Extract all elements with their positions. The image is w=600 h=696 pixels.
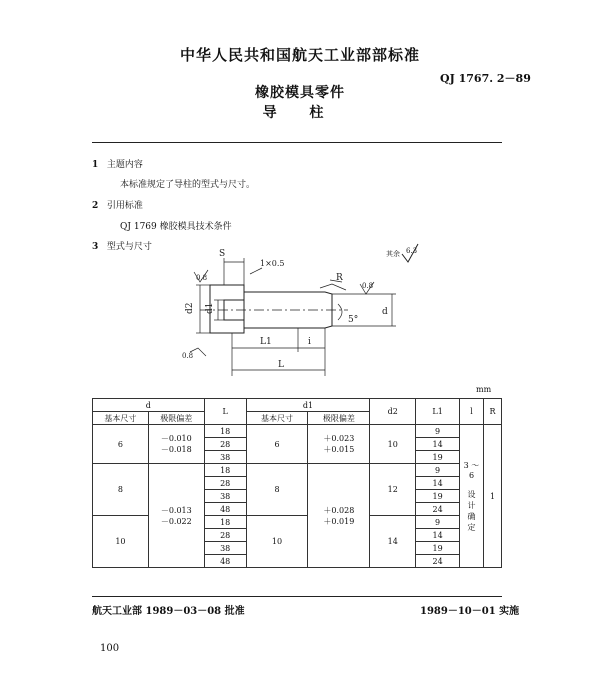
cell-L1: 24 bbox=[416, 503, 460, 516]
label-i: i bbox=[308, 337, 311, 347]
cell-d1dev-6: ＋0.023 ＋0.015 bbox=[308, 425, 370, 464]
cell-L: 18 bbox=[204, 516, 246, 529]
label-s: S bbox=[219, 249, 226, 259]
header-rule bbox=[92, 142, 502, 143]
label-angle: 5° bbox=[348, 315, 359, 325]
cell-d-6: 6 bbox=[93, 425, 149, 464]
cell-d1-8: 8 bbox=[246, 464, 308, 516]
header-R: R bbox=[483, 399, 501, 425]
standard-title: 中华人民共和国航天工业部部标准 bbox=[179, 46, 420, 64]
cell-L1: 19 bbox=[416, 451, 460, 464]
label-d: d bbox=[382, 307, 388, 317]
standard-code: QJ 1767. 2－89 bbox=[440, 72, 531, 85]
header-basic-d1: 基本尺寸 bbox=[246, 412, 308, 425]
cell-d1dev-8-10: ＋0.028 ＋0.019 bbox=[308, 464, 370, 568]
cell-L: 38 bbox=[204, 490, 246, 503]
cell-L: 48 bbox=[204, 555, 246, 568]
table-row bbox=[93, 425, 502, 438]
table-header-row bbox=[93, 399, 502, 412]
cell-L: 38 bbox=[204, 542, 246, 555]
roughness-rest-label: 其余 bbox=[386, 250, 400, 258]
pillar-head bbox=[210, 285, 244, 333]
roughness-c: 0.8 bbox=[182, 352, 194, 360]
page-number: 100 bbox=[100, 643, 120, 654]
section-2-heading: 2 引用标准 bbox=[92, 201, 143, 211]
unit-label: mm bbox=[476, 385, 492, 394]
cell-d2-6: 10 bbox=[370, 425, 416, 464]
document-title: 橡胶模具零件 bbox=[255, 85, 345, 101]
section-1-heading: 1 主题内容 bbox=[92, 160, 143, 170]
table-row bbox=[93, 464, 502, 477]
header-L1: L1 bbox=[416, 399, 460, 425]
section-2-body: QJ 1769 橡胶模具技术条件 bbox=[120, 222, 232, 232]
cell-L: 28 bbox=[204, 477, 246, 490]
header-L: L bbox=[204, 399, 246, 425]
header-dev-d: 极限偏差 bbox=[148, 412, 204, 425]
cell-dev-6: －0.010 －0.018 bbox=[148, 425, 204, 464]
cell-d1-6: 6 bbox=[246, 425, 308, 464]
cell-L1: 9 bbox=[416, 425, 460, 438]
cell-L: 18 bbox=[204, 425, 246, 438]
cell-l: 3 ～ 6 设 计 确 定 bbox=[460, 425, 484, 568]
cell-d2-10: 14 bbox=[370, 516, 416, 568]
label-d2: d2 bbox=[185, 302, 195, 314]
guide-pillar-drawing bbox=[170, 240, 470, 380]
cell-dev-8-10: －0.013 －0.022 bbox=[148, 464, 204, 568]
cell-d-10: 10 bbox=[93, 516, 149, 568]
roughness-b: 0.8 bbox=[362, 282, 374, 290]
cell-L1: 19 bbox=[416, 542, 460, 555]
label-L: L bbox=[278, 360, 284, 370]
header-d2: d2 bbox=[370, 399, 416, 425]
cell-L: 38 bbox=[204, 451, 246, 464]
cell-L: 28 bbox=[204, 438, 246, 451]
issuer-line: 航天工业部 1989－03－08 批准 bbox=[92, 606, 245, 617]
document-subtitle: 导 柱 bbox=[262, 105, 338, 121]
label-chamfer: 1×0.5 bbox=[260, 259, 285, 268]
cell-L1: 14 bbox=[416, 477, 460, 490]
cell-L1: 9 bbox=[416, 516, 460, 529]
cell-L: 28 bbox=[204, 529, 246, 542]
header-basic-d: 基本尺寸 bbox=[93, 412, 149, 425]
roughness-a: 0.8 bbox=[196, 274, 208, 282]
cell-L1: 9 bbox=[416, 464, 460, 477]
cell-d2-8: 12 bbox=[370, 464, 416, 516]
footer-rule bbox=[92, 596, 502, 597]
cell-L: 48 bbox=[204, 503, 246, 516]
header-l: l bbox=[460, 399, 484, 425]
section-3-heading: 3 型式与尺寸 bbox=[92, 242, 152, 252]
section-1-body: 本标准规定了导柱的型式与尺寸。 bbox=[120, 180, 256, 190]
cell-L1: 14 bbox=[416, 529, 460, 542]
cell-L1: 24 bbox=[416, 555, 460, 568]
roughness-rest-value: 6.3 bbox=[406, 247, 418, 255]
cell-d1-10: 10 bbox=[246, 516, 308, 568]
cell-L1: 19 bbox=[416, 490, 460, 503]
header-d: d bbox=[93, 399, 205, 412]
cell-L: 18 bbox=[204, 464, 246, 477]
cell-L1: 14 bbox=[416, 438, 460, 451]
label-d1: d1 bbox=[205, 302, 215, 314]
cell-d-8: 8 bbox=[93, 464, 149, 516]
cell-R: 1 bbox=[483, 425, 501, 568]
effective-date: 1989－10－01 实施 bbox=[420, 606, 520, 617]
header-d1: d1 bbox=[246, 399, 370, 412]
label-L1: L1 bbox=[260, 337, 272, 347]
dimension-table bbox=[92, 398, 502, 568]
header-dev-d1: 极限偏差 bbox=[308, 412, 370, 425]
label-r: R bbox=[336, 273, 343, 283]
